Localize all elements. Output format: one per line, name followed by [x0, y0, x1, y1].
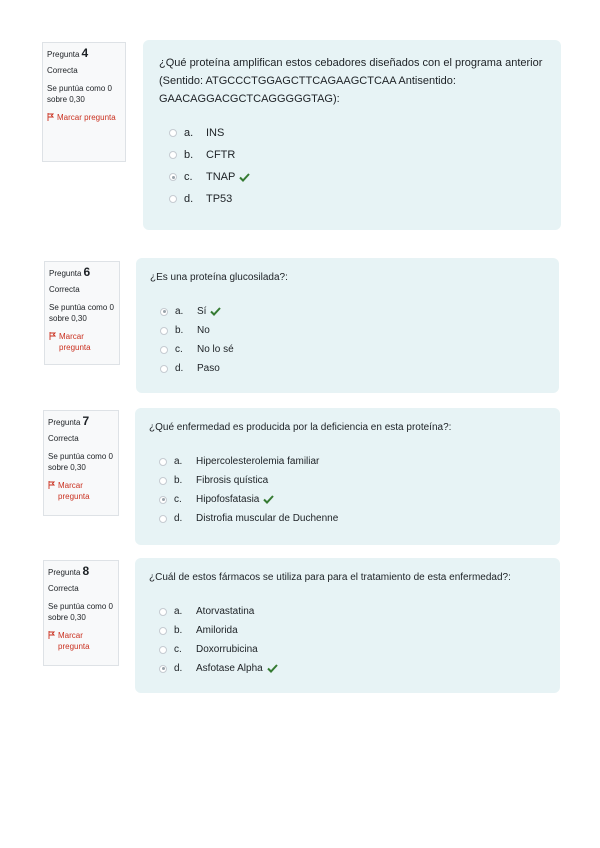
correct-check-icon [239, 173, 250, 182]
answer-option[interactable]: c. Doxorrubicina [149, 640, 546, 659]
answer-option[interactable]: b. Amilorida [149, 621, 546, 640]
radio-button[interactable] [160, 346, 168, 354]
radio-button[interactable] [159, 458, 167, 466]
answer-list [149, 452, 546, 528]
answer-list [150, 302, 545, 378]
radio-button[interactable] [160, 327, 168, 335]
question-info [43, 410, 119, 516]
answer-option[interactable]: d. TP53 [159, 188, 545, 210]
answer-option[interactable]: a. Hipercolesterolemia familiar [149, 452, 546, 471]
question-number: Pregunta 6 [49, 265, 91, 279]
answer-option[interactable]: c. TNAP [159, 166, 545, 188]
question-state: Correcta [47, 66, 78, 75]
answer-option[interactable]: b. CFTR [159, 144, 545, 166]
flag-question-link[interactable]: Marcar pregunta [48, 480, 114, 502]
question-text: ¿Qué enfermedad es producida por la deficiencia en esta proteína?: [149, 422, 452, 433]
answer-list [149, 602, 546, 678]
question-state: Correcta [48, 584, 79, 593]
correct-check-icon [210, 307, 221, 316]
question-state: Correcta [49, 285, 80, 294]
radio-button[interactable] [159, 515, 167, 523]
question-grade: Se puntúa como 0 sobre 0,30 [48, 602, 113, 622]
question-number: Pregunta 8 [48, 564, 90, 578]
radio-button-selected[interactable] [159, 496, 167, 504]
answer-option[interactable]: a. Sí [150, 302, 545, 321]
answer-option[interactable]: d. Asfotase Alpha [149, 659, 546, 678]
radio-button[interactable] [160, 365, 168, 373]
radio-button-selected[interactable] [169, 173, 177, 181]
answer-option[interactable]: c. No lo sé [150, 340, 545, 359]
question-content [135, 408, 560, 545]
question-grade: Se puntúa como 0 sobre 0,30 [48, 452, 113, 472]
answer-option[interactable]: c. Hipofosfatasia [149, 490, 546, 509]
answer-option[interactable]: a. Atorvastatina [149, 602, 546, 621]
question-content [135, 558, 560, 693]
radio-button-selected[interactable] [160, 308, 168, 316]
question-content [136, 258, 559, 393]
radio-button[interactable] [169, 151, 177, 159]
radio-button-selected[interactable] [159, 665, 167, 673]
correct-check-icon [263, 495, 274, 504]
question-grade: Se puntúa como 0 sobre 0,30 [49, 303, 114, 323]
question-text: ¿Es una proteína glucosilada?: [150, 272, 288, 283]
flag-question-link[interactable]: Marcar pregunta [49, 331, 115, 353]
radio-button[interactable] [159, 627, 167, 635]
question-text: ¿Qué proteína amplifican estos cebadores diseñados con el programa anterior (Sentido: ATGCCCTGGAGCTTCAGAAGCTCAA Antisentido: GAACAGGACGCTCAGGGGGTAG): [159, 57, 543, 105]
radio-button[interactable] [159, 608, 167, 616]
question-info [43, 560, 119, 666]
answer-option[interactable]: d. Distrofia muscular de Duchenne [149, 509, 546, 528]
question-state: Correcta [48, 434, 79, 443]
answer-option[interactable]: b. Fibrosis quística [149, 471, 546, 490]
answer-option[interactable]: d. Paso [150, 359, 545, 378]
flag-icon [48, 631, 55, 639]
question-number: Pregunta 4 [47, 46, 89, 60]
answer-list [159, 122, 545, 210]
question-info [44, 261, 120, 365]
flag-icon [47, 113, 54, 121]
question-info [42, 42, 126, 162]
radio-button[interactable] [159, 477, 167, 485]
flag-question-link[interactable]: Marcar pregunta [48, 630, 114, 652]
flag-icon [48, 481, 55, 489]
answer-option[interactable]: b. No [150, 321, 545, 340]
flag-question-link[interactable]: Marcar pregunta [47, 112, 121, 123]
radio-button[interactable] [159, 646, 167, 654]
question-grade: Se puntúa como 0 sobre 0,30 [47, 84, 112, 104]
question-text: ¿Cuál de estos fármacos se utiliza para para el tratamiento de esta enfermedad?: [149, 572, 511, 583]
question-number: Pregunta 7 [48, 414, 90, 428]
flag-icon [49, 332, 56, 340]
radio-button[interactable] [169, 195, 177, 203]
answer-option[interactable]: a. INS [159, 122, 545, 144]
question-content [143, 40, 561, 230]
correct-check-icon [267, 664, 278, 673]
radio-button[interactable] [169, 129, 177, 137]
